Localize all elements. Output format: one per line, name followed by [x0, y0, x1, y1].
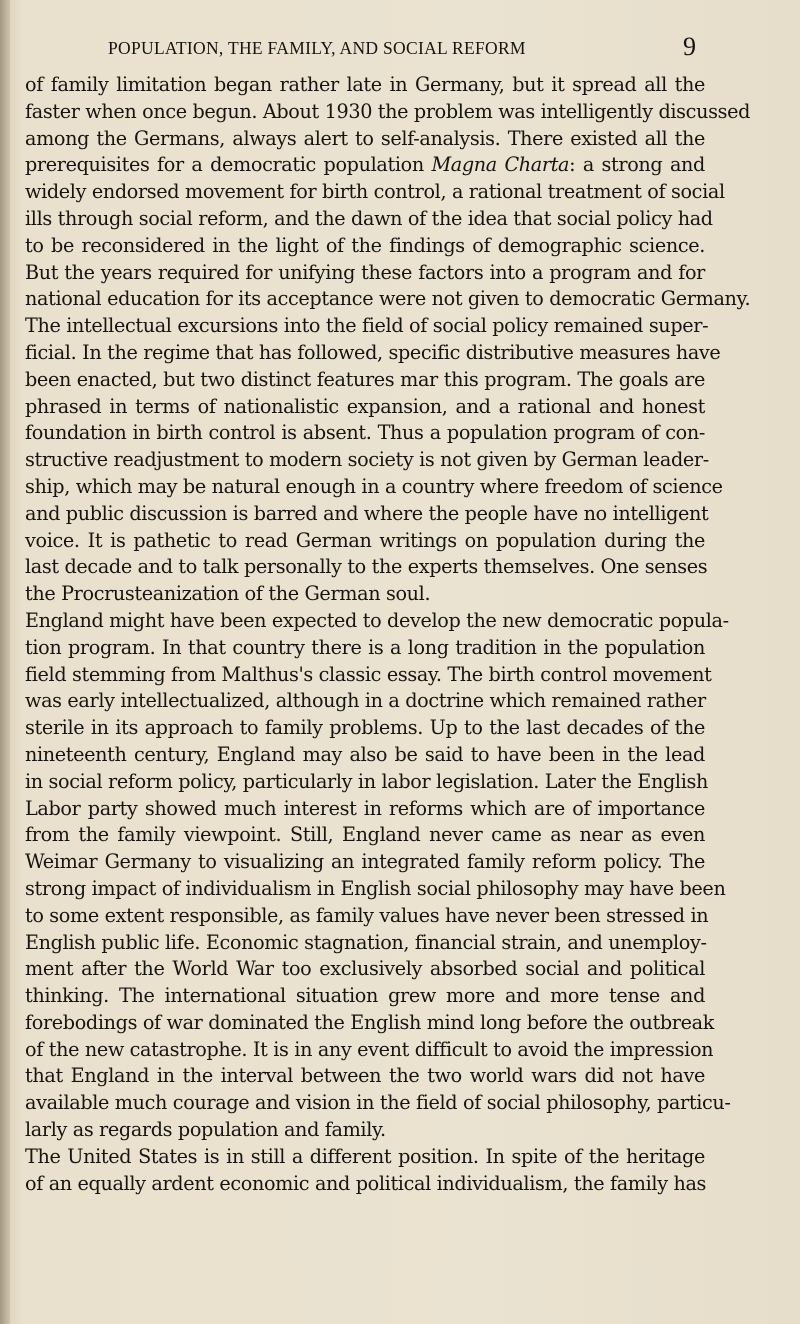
text-line: the Procrusteanization of the German soul.	[25, 582, 431, 606]
text-line: last decade and to talk personally to the experts themselves. One senses	[25, 555, 708, 579]
text-line: to be reconsidered in the light of the findings of demographic science.	[25, 233, 705, 257]
text-line: ment after the World War too exclusively absorbed social and political	[25, 957, 705, 981]
text-line: field stemming from Malthus's classic essay. The birth control movement	[25, 662, 712, 686]
page-number: 9	[683, 32, 696, 61]
text-line: larly as regards population and family.	[25, 1118, 386, 1142]
text-line: But the years required for unifying these factors into a program and for	[25, 260, 705, 284]
text-line: England might have been expected to develop the new democratic popula-	[25, 608, 729, 632]
text-line: to some extent responsible, as family values have never been stressed in	[25, 903, 709, 927]
text-line: ills through social reform, and the dawn of the idea that social policy had	[25, 206, 713, 230]
text-line: The United States is in still a different position. In spite of the heritage	[25, 1144, 705, 1168]
text-line: ship, which may be natural enough in a country where freedom of science	[25, 474, 723, 498]
text-line: Weimar Germany to visualizing an integrated family reform policy. The	[25, 850, 705, 874]
text-line: was early intellectualized, although in a doctrine which remained rather	[25, 689, 706, 713]
text-line: foundation in birth control is absent. Thus a population program of con-	[25, 421, 705, 445]
text-line: English public life. Economic stagnation, financial strain, and unemploy-	[25, 930, 707, 954]
text-line: of the new catastrophe. It is in any event difficult to avoid the impression	[25, 1037, 714, 1061]
text-line: forebodings of war dominated the English mind long before the outbreak	[25, 1010, 714, 1034]
text-line: of an equally ardent economic and political individualism, the family has	[25, 1171, 707, 1195]
text-line: prerequisites for a democratic population Magna Charta: a strong and	[25, 153, 705, 177]
text-line: voice. It is pathetic to read German writings on population during the	[25, 528, 705, 552]
page-header	[108, 32, 708, 68]
page-spine-shadow	[0, 0, 10, 1324]
text-line: and public discussion is barred and where the people have no intelligent	[25, 501, 709, 525]
text-line: tion program. In that country there is a long tradition in the population	[25, 635, 705, 659]
text-line: available much courage and vision in the field of social philosophy, particu-	[25, 1091, 731, 1115]
text-line: been enacted, but two distinct features mar this program. The goals are	[25, 367, 705, 391]
text-line: The intellectual excursions into the field of social policy remained super-	[25, 314, 709, 338]
text-line: structive readjustment to modern society is not given by German leader-	[25, 448, 709, 472]
text-line: faster when once begun. About 1930 the problem was intelligently discussed	[25, 99, 751, 123]
text-line: of family limitation began rather late in Germany, but it spread all the	[25, 73, 705, 96]
running-head: POPULATION, THE FAMILY, AND SOCIAL REFORM	[108, 38, 526, 58]
body-text	[25, 72, 751, 1197]
text-line: strong impact of individualism in English social philosophy may have been	[25, 876, 726, 900]
text-line: phrased in terms of nationalistic expansion, and a rational and honest	[25, 394, 705, 418]
text-line: from the family viewpoint. Still, England never came as near as even	[25, 823, 705, 847]
text-line: widely endorsed movement for birth control, a rational treatment of social	[25, 180, 725, 204]
text-line: ficial. In the regime that has followed, specific distributive measures have	[25, 340, 721, 364]
text-line: national education for its acceptance were not given to democratic Germany.	[25, 287, 751, 311]
text-line: thinking. The international situation grew more and more tense and	[25, 984, 705, 1008]
text-line: nineteenth century, England may also be said to have been in the lead	[25, 742, 705, 766]
text-line: in social reform policy, particularly in labor legislation. Later the English	[25, 769, 708, 793]
text-line: that England in the interval between the two world wars did not have	[25, 1064, 705, 1088]
text-line: among the Germans, always alert to self-analysis. There existed all the	[25, 126, 705, 150]
text-line: sterile in its approach to family problems. Up to the last decades of the	[25, 716, 705, 740]
text-line: Labor party showed much interest in reforms which are of importance	[25, 796, 705, 820]
